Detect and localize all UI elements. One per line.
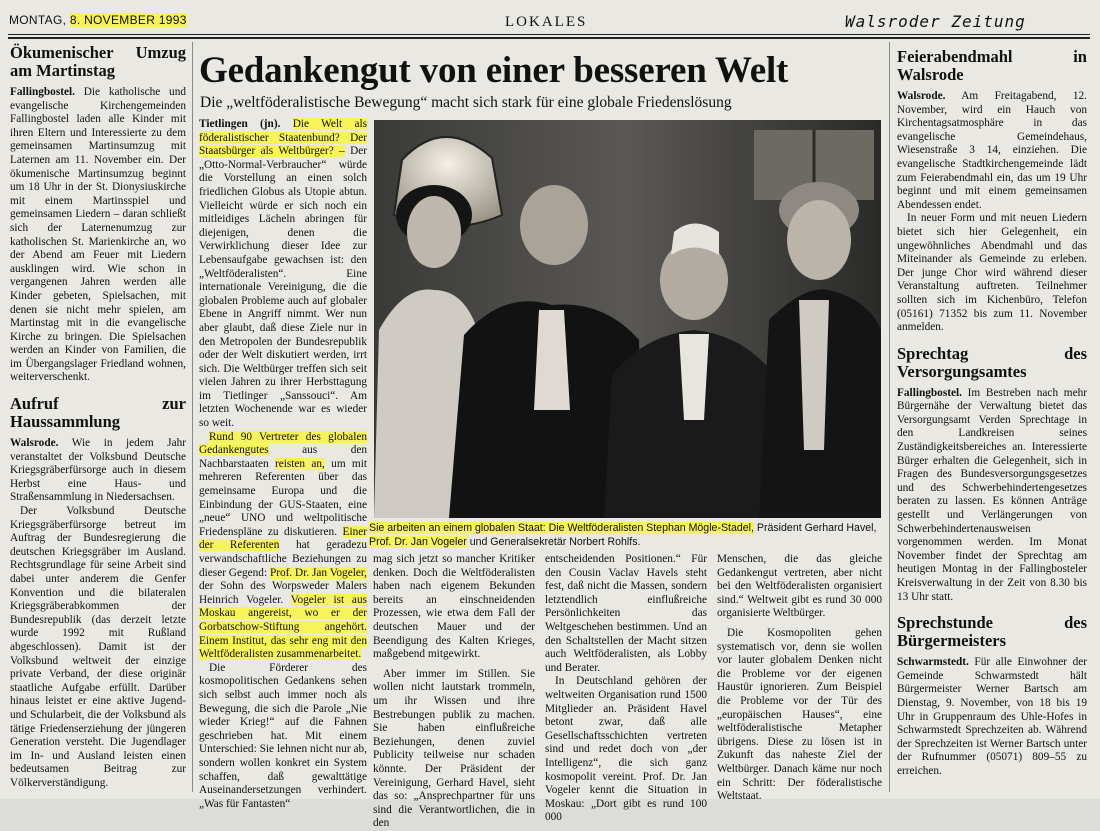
article-text <box>199 431 367 662</box>
masthead-rule <box>8 34 1090 35</box>
newspaper-name: Walsroder Zeitung <box>845 12 1026 31</box>
column-divider-right <box>889 42 890 792</box>
highlighted-text: Prof. Dr. Jan Vogeler, <box>269 566 368 579</box>
caption-text: Präsident Gerhard Havel, <box>753 522 877 534</box>
paragraph: Der „Otto-Normal-Verbraucher“ würde die Vorstellung an einen solch friedlichen Globus als Utopie abtun. Vielleicht würde er sich noch ein mitleidiges Lächeln abringen für diejenigen, denen die Verwirklichung dieser Idee zur Lebensaufgabe gewachsen ist: den „Weltföderalisten“. Eine internationale Vereinigung, die die globalen Probleme auch auf globaler Ebene in Angriff nimmt. Wer nun aber glaubt, daß diese Ziele nur in den Metropolen der Bundesrepublik oder der Welt diskutiert werden, irrt sich. Die Weltbürger treffen sich seit vielen Jahren zu ihrer Herbsttagung im Tietlinger „Sanssouci“. Am letzten Wochenende war es wieder so weit. <box>199 145 368 430</box>
article-text <box>10 86 186 385</box>
right-column <box>897 48 1087 779</box>
issue-date <box>9 13 187 27</box>
headline-sprechtag: Sprechtag des Versorgungsamtes <box>897 343 1087 381</box>
highlighted-text: Einer der Referenten <box>199 525 368 552</box>
paragraph: Für alle Einwohner der Gemeinde Schwarmstedt hält Bürgermeister Werner Bartsch am Dienstag, 9. November, von 18 bis 19 Uhr in Gruppenraum des Uhle-Hofes in Schwarmstedt Sprechzeiten ab. Während der Sprechzeiten ist Werner Bartsch unter der Rufnummer (05071) 809–55 zu erreichen. <box>897 656 1088 777</box>
main-column-2 <box>373 553 535 831</box>
paragraph: In neuer Form und mit neuen Liedern bietet sich hier Gelegenheit, ein ungewöhnliches Abendmahl und das Miteinander als Gemeinde zu erleben. Der junge Chor wird während dieser Veranstaltung auftreten. Teilnehmer sollten sich im Kichenbüro, Telefon (05161) 71352 bis zum 11. November anmelden. <box>897 212 1087 334</box>
paragraph: Die katholische und evangelische Kirchengemeinden Fallingbostel laden alle Kinder mit ihren Eltern und Interessierte zu dem gemeinsamen Martinsumzug mit Laternen am 11. November ein. Der ökumenische Martinsumzug beginnt um 18 Uhr in der St. Dionysiuskirche mit einem Martinsspiel und gemeinsamen Liedern – daran schließt sich der Laternenumzug zur katholischen St. Marienkirche an, wo der Abend am Feuer mit Liedern ausklingen wird. Wie schon in vergangenen Jahren werden alle Kinder gebeten, Spielsachen, mit denen sie nicht mehr spielen, am Martinstag mit in die evangelische Kirche zu bringen. Die Spielsachen werden an Kinder von Familien, die im Übergangslager Friedland wohnen, weiterverschenkt. <box>10 86 186 384</box>
caption-highlighted: Prof. Dr. Jan Vogeler <box>369 536 467 548</box>
headline-martinsumzug: Ökumenischer Umzug am Martinstag <box>10 43 186 80</box>
left-column <box>10 44 186 791</box>
text: um mit mehreren Referenten über das gemeinsame Europa und die Einbindung der GUS-Staaten, eine „neue“ UNO und weltpolitische Friedenspläne zu diskutieren. <box>199 457 367 538</box>
text: der Sohn des Worpsweder Malers Heinrich Vogeler. <box>199 580 367 606</box>
photo-caption <box>369 521 884 549</box>
news-photo <box>374 120 881 518</box>
date-prefix: MONTAG, <box>9 13 70 27</box>
paragraph: Im Bestreben nach mehr Bürgernähe der Verwaltung bietet das Versorgungsamt Verden Sprechtage in den Landkreisen seines Zuständigkeitsbereiches an. Interessierte Bürger erhalten die Gelegenheit, sich in Fragen des Bundesversorgungsgesetzes und des Schwerbehindertengesetzes beraten zu lassen. Es können Anträge gestellt und Verlängerungen von Schwerbehindertenausweisen vorgenommen werden. Im Monat November findet der Sprechtag am heutigen Montag in der Fallingbosteler Kreisverwaltung in der Zeit von 8.30 bis 13 Uhr statt. <box>897 386 1088 603</box>
highlighted-text: Vogeler ist aus Moskau angereist, wo er der Gorbatschow-Stiftung angehört. Einem Institut, das sehr eng mit den Weltföderalisten zusammenarbeitet. <box>199 593 367 661</box>
photo-image <box>374 120 881 518</box>
paragraph: entscheidenden Positionen.“ Für den Cousin Vaclav Havels steht fest, daß nicht die Massen, sondern letztendlich einflußreiche Persönlichkeiten das Weltgeschehen bestimmen. Und an den Schaltstellen der Macht sitzen auch Weltföderalisten, als Lobby und Berater. <box>545 553 707 674</box>
main-column-1 <box>199 118 367 811</box>
paragraph: In Deutschland gehören der weltweiten Organisation rund 1500 Mitglieder an. Präsident Havel betont zwar, daß alle Gesellschaftsschichten vertreten sind und redet doch von „der Intelligenz“, die sich ganz kosmopolit vereint. Prof. Dr. Jan Vogeler kennt die Situation in Moskau: „Dort gibt es rund 100 000 <box>545 675 707 824</box>
headline-haussammlung: Aufruf zur Haussammlung <box>10 394 186 432</box>
paragraph: Wie in jedem Jahr veranstaltet der Volksbund Deutsche Kriegsgräberfürsorge auch in diesem Herbst eine Haus- und Straßensammlung in Niedersachsen. <box>10 437 186 504</box>
main-column-4 <box>717 553 882 804</box>
paragraph: Die Förderer des kosmopolitischen Gedankens sehen sich selbst auch immer noch als Bewegung, die sich die Parole „Nie wieder Krieg!“ auf die Fahnen geschrieben hat. Mit einem Unterschied: Sie lehnen nicht nur ab, sondern wollen konkret ein System schaffen, daß gewalttätige Auseinandersetzungen verhindert. „Was für Fantasten“ <box>199 661 367 810</box>
paragraph: Die Kosmopoliten gehen systematisch vor, denn sie wollen vor lauter globalem Denken nicht die Probleme vor der eigenen Haustür ignorieren. Zum Beispiel die Probleme vor der Tür des „europäischen Hauses“, eine weltföderalistische Metapher übrigens. Diese zu lösen ist in Zukunft das naheste Ziel der Weltbürger. Danach käme nur noch ein Schritt: Der föderalistische Weltstaat. <box>717 626 882 803</box>
paragraph: Am Freitagabend, 12. November, wird ein Hauch von Kirchentagsatmosphäre in das evangelische Gemeindehaus, Wiesenstraße 3 14, einziehen. Die evangelische Stadtkirchengemeinde lädt zum Feierabendmahl ein, das um 19 Uhr beginnt und mit einem gemeinsamen Abendessen endet. <box>897 90 1088 211</box>
column-divider-left <box>192 42 193 792</box>
dateline: Fallingbostel. <box>10 86 75 98</box>
paragraph: mag sich jetzt so mancher Kritiker denken. Doch die Weltföderalisten haben nach eigenem Bekunden bereits an einschneidenden Prozessen, wie etwa dem Fall der deutschen Mauer und der Beendigung des Kalten Krieges, maßgebend mitgewirkt. <box>373 553 535 661</box>
dateline: Walsrode. <box>10 437 59 450</box>
masthead-rule-thick <box>8 37 1090 39</box>
dateline: Walsrode. <box>897 90 946 102</box>
caption-text: und Generalsekretär Norbert Rohlfs. <box>466 536 641 548</box>
text: hat geradezu verwandschaftliche Beziehungen zu dieser Gegend: <box>199 539 367 579</box>
main-column-3 <box>545 553 707 825</box>
main-headline: Gedankengut von einer besseren Welt <box>199 50 789 91</box>
article-text <box>10 437 186 505</box>
date-highlighted: 8. NOVEMBER 1993 <box>69 13 187 27</box>
dateline: Fallingbostel. <box>897 386 962 399</box>
section-title: LOKALES <box>505 14 588 30</box>
article-text <box>897 387 1087 605</box>
paragraph: Menschen, die das gleiche Gedankengut vertreten, aber nicht bei den Weltföderalisten organisiert sind.“ Weltweit gibt es rund 30 000 organisierte Weltbürger. <box>717 553 882 620</box>
article-lead <box>199 118 367 431</box>
article-text <box>897 90 1087 212</box>
highlighted-text: Die Welt als föderalistischer Staatenbund? Der Staatsbürger als Weltbürger? – <box>199 118 368 158</box>
highlighted-text: reisten an, <box>274 457 325 470</box>
highlighted-text: Rund 90 Vertreter des globalen Gedankengutes <box>199 430 367 457</box>
main-subheadline: Die „weltföderalistische Bewegung“ macht sich stark für eine globale Friedenslösung <box>200 94 732 111</box>
text: aus den Nachbarstaaten <box>199 444 367 470</box>
dateline: Tietlingen (jn). <box>199 118 281 130</box>
paragraph: Der Volksbund Deutsche Kriegsgräberfürsorge betreut im Auftrag der Bundesregierung die deutschen Kriegsgräber im Ausland. Rechtsgrundlage für seine Arbeit sind dabei unter anderem die Genfer Konvention und die bilateralen Kriegsgräberabkommen der Bundesrepublik (das derzeit letzte wurde 1992 mit Rußland abgeschlossen). Damit ist der Volksbund weltweit der einzige private Verband, der diese originär staatliche Aufgabe erfüllt. Darüber hinaus leistet er eine aktive Jugend- und Schularbeit, die der Volksbund als tätige Friedenserziehung der jüngeren Generation versteht. Die Jugendlager im In- und Ausland leisten einen bedeutsamen Beitrag zur Völkerverständigung. <box>10 505 186 789</box>
dateline: Schwarmstedt. <box>897 656 969 669</box>
article-text <box>897 656 1087 778</box>
headline-feierabendmahl: Feierabendmahl in Walsrode <box>897 47 1087 84</box>
paragraph: Aber immer im Stillen. Sie wollen nicht lautstark trommeln, um ihr Wissen und ihre Bestrebungen publik zu machen. Sie haben einflußreiche Beziehungen, denen zuviel Publicity teilweise nur schaden könnte. Der Präsident der Vereinigung, Gerhard Havel, sieht das so: „Ansprechpartner für uns sind die Verantwortlichen, die in den <box>373 667 535 830</box>
headline-sprechstunde: Sprechstunde des Bürgermeisters <box>897 613 1087 651</box>
caption-highlighted: Sie arbeiten an einem globalen Staat: Die Weltföderalisten Stephan Mögle-Stadel, <box>369 522 754 534</box>
